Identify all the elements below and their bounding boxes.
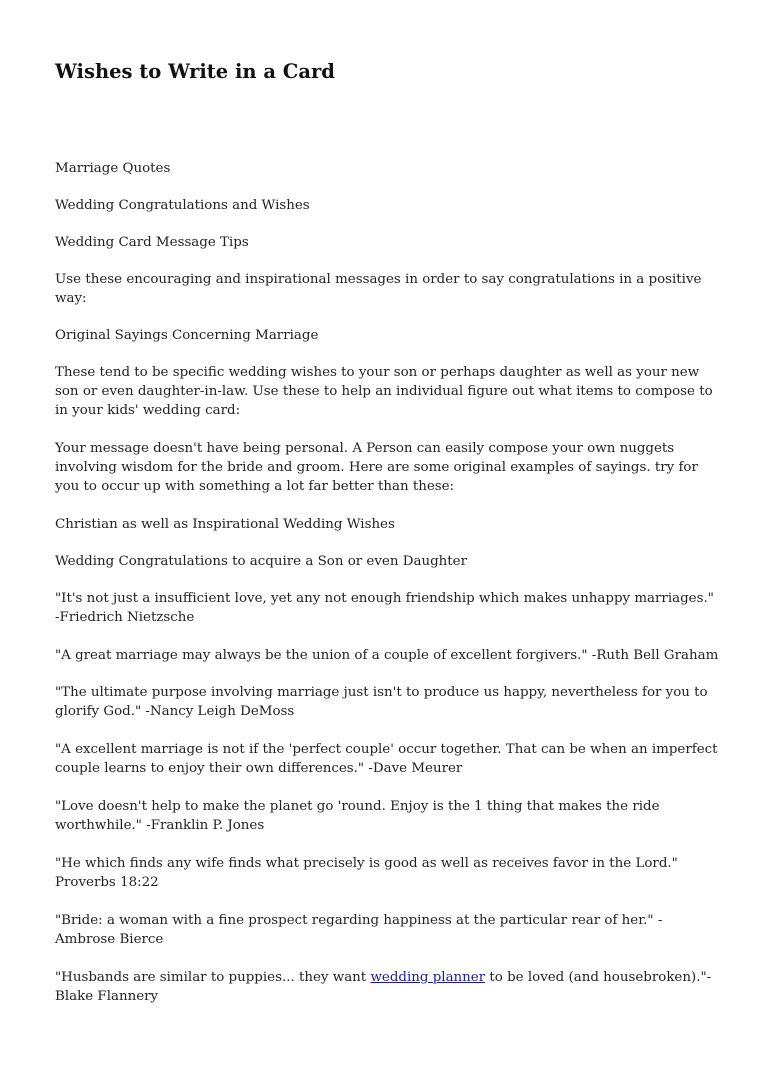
- paragraph-original-sayings: Original Sayings Concerning Marriage: [55, 328, 319, 343]
- paragraph-personal-message: Your message doesn't have being personal. A Person can easily compose your own nuggets involving wisdom for the bride and groom. Here are some original examples of sayings. try for you to occur up with something a lot far better than these:: [55, 441, 698, 494]
- quote-flannery: [55, 968, 720, 1006]
- paragraph-specific-wishes: These tend to be specific wedding wishes to your son or perhaps daughter as well as your new son or even daughter-in-law. Use these to help an individual figure out what items to compose to in your kids' wedding card:: [55, 365, 713, 418]
- paragraph-son-daughter: Wedding Congratulations to acquire a Son or even Daughter: [55, 554, 467, 569]
- quote-flannery-after-link: to be loved (and housebroken)."-Blake Flannery: [55, 970, 712, 1004]
- wedding-planner-link[interactable]: wedding planner: [370, 970, 486, 985]
- quote-nietzsche: "It's not just a insufficient love, yet any not enough friendship which makes unhappy marriages." -Friedrich Nietzsche: [55, 591, 714, 625]
- document-body: [55, 159, 720, 1024]
- quote-demoss: "The ultimate purpose involving marriage just isn't to produce us happy, nevertheless for you to glorify God." -Nancy Leigh DeMoss: [55, 685, 708, 719]
- paragraph-wedding-congratulations: Wedding Congratulations and Wishes: [55, 198, 310, 213]
- quote-meurer: "A excellent marriage is not if the 'perfect couple' occur together. That can be when an imperfect couple learns to enjoy their own differences." -Dave Meurer: [55, 742, 718, 776]
- quote-graham: "A great marriage may always be the union of a couple of excellent forgivers." -Ruth Bell Graham: [55, 648, 719, 663]
- quote-proverbs: "He which finds any wife finds what precisely is good as well as receives favor in the Lord." Proverbs 18:22: [55, 856, 678, 890]
- paragraph-marriage-quotes: Marriage Quotes: [55, 161, 171, 176]
- paragraph-christian-wishes: Christian as well as Inspirational Wedding Wishes: [55, 517, 395, 532]
- quote-jones: "Love doesn't help to make the planet go 'round. Enjoy is the 1 thing that makes the ride worthwhile." -Franklin P. Jones: [55, 799, 660, 833]
- quote-bierce: "Bride: a woman with a fine prospect regarding happiness at the particular rear of her." -Ambrose Bierce: [55, 913, 663, 947]
- document-title: Wishes to Write in a Card: [55, 60, 335, 83]
- paragraph-intro: Use these encouraging and inspirational messages in order to say congratulations in a positive way:: [55, 272, 702, 306]
- paragraph-card-message-tips: Wedding Card Message Tips: [55, 235, 249, 250]
- quote-flannery-before-link: "Husbands are similar to puppies... they want: [55, 970, 371, 985]
